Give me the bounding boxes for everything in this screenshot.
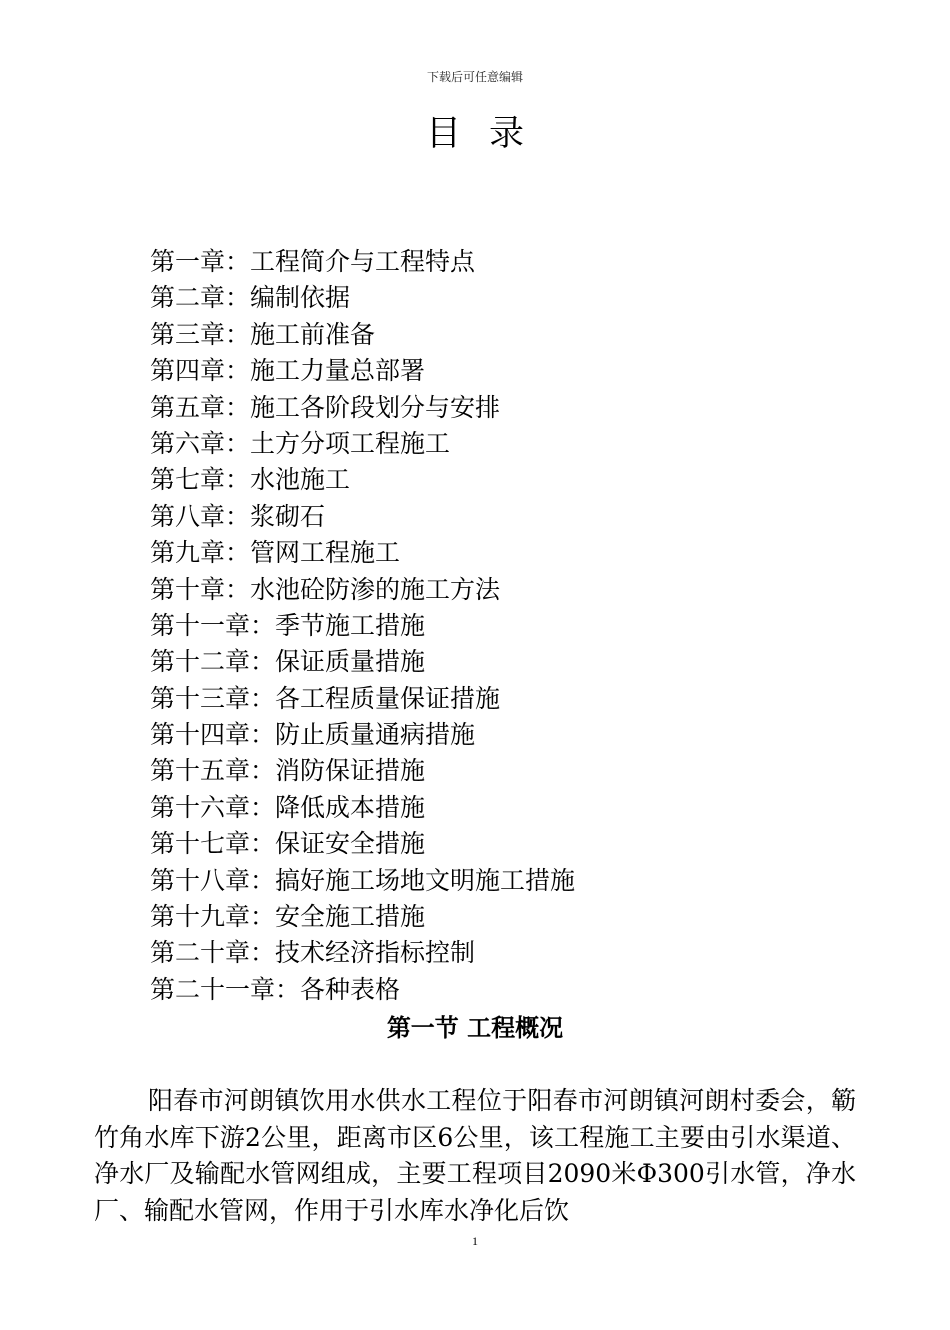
toc-item: 第二章：编制依据 xyxy=(150,283,351,313)
table-of-contents xyxy=(150,244,575,1008)
toc-item: 第六章：土方分项工程施工 xyxy=(150,428,451,458)
toc-item: 第十五章：消防保证措施 xyxy=(150,756,426,786)
toc-item: 第二十章：技术经济指标控制 xyxy=(150,938,476,968)
toc-item: 第五章：施工各阶段划分与安排 xyxy=(150,392,501,422)
toc-item: 第一章：工程简介与工程特点 xyxy=(150,247,476,276)
toc-item: 第十九章：安全施工措施 xyxy=(150,902,426,932)
toc-item: 第十章：水池砼防渗的施工方法 xyxy=(150,574,501,604)
toc-item: 第十四章：防止质量通病措施 xyxy=(150,720,476,750)
toc-title-part1: 目 xyxy=(425,114,461,154)
toc-item: 第十八章：搞好施工场地文明施工措施 xyxy=(150,865,576,895)
toc-title xyxy=(0,112,950,156)
toc-item: 第十七章：保证安全措施 xyxy=(150,829,426,859)
toc-item: 第十三章：各工程质量保证措施 xyxy=(150,683,501,713)
toc-item: 第七章：水池施工 xyxy=(150,465,351,495)
section-title: 第一节 工程概况 xyxy=(386,1014,564,1042)
toc-item: 第四章：施工力量总部署 xyxy=(150,356,426,386)
toc-item: 第八章：浆砌石 xyxy=(150,501,326,531)
page-number: 1 xyxy=(472,1234,478,1248)
toc-item: 第九章：管网工程施工 xyxy=(150,538,401,568)
body-paragraph: 阳春市河朗镇饮用水供水工程位于阳春市河朗镇河朗村委会，簕竹角水库下游2公里，距离市区6公里，该工程施工主要由引水渠道、净水厂及输配水管网组成，主要工程项目2090米Φ300引水管，净水厂、输配水管网，作用于引水库水净化后饮 xyxy=(94,1086,856,1225)
header-note: 下载后可任意编辑 xyxy=(426,70,523,84)
toc-item: 第十六章：降低成本措施 xyxy=(150,792,426,822)
toc-title-part2: 录 xyxy=(489,114,525,154)
toc-item: 第三章：施工前准备 xyxy=(150,319,376,349)
toc-item: 第二十一章：各种表格 xyxy=(150,974,401,1004)
toc-item: 第十二章：保证质量措施 xyxy=(150,647,426,677)
toc-item: 第十一章：季节施工措施 xyxy=(150,610,426,640)
